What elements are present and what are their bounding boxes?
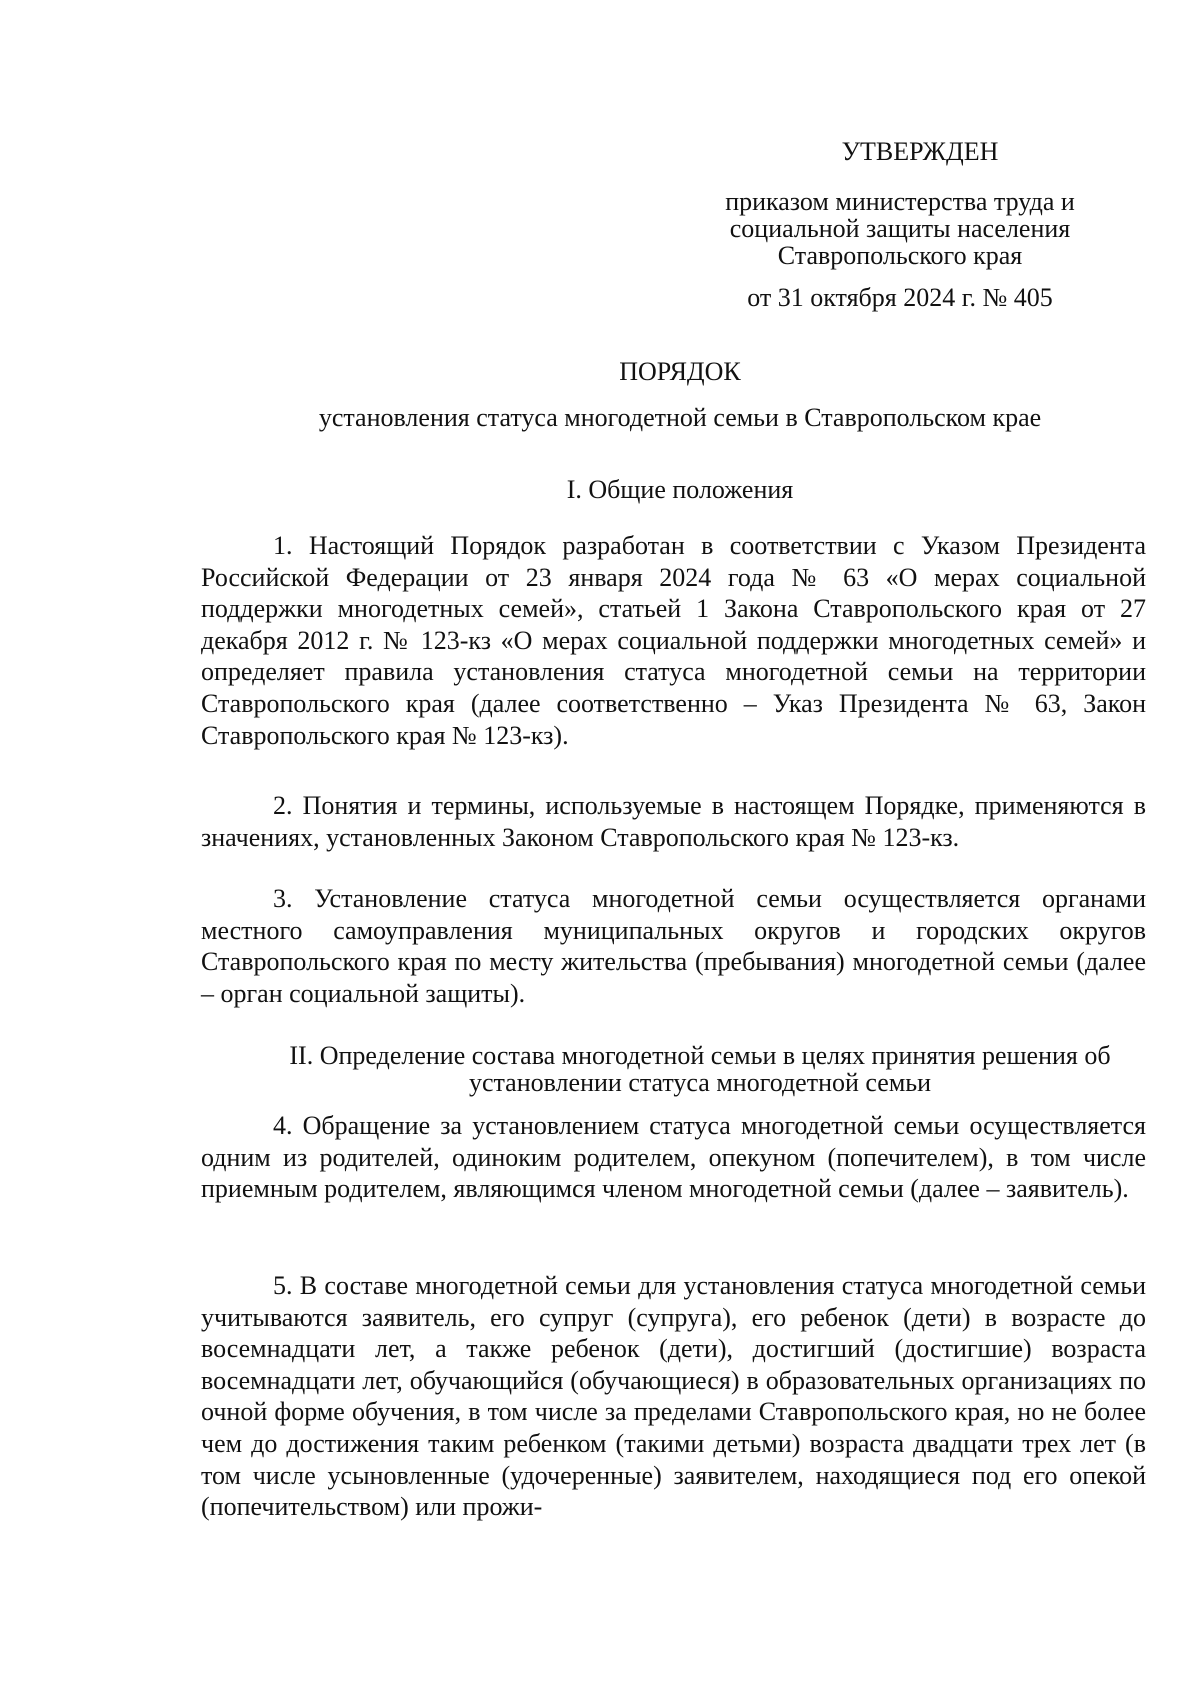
section-heading-family-composition: II. Определение состава многодетной семьи в целях принятия решения об установлении статуса многодетной семьи bbox=[289, 1041, 1111, 1097]
approval-title: УТВЕРЖДЕН bbox=[841, 137, 999, 166]
paragraph-1: 1. Настоящий Порядок разработан в соответствии с Указом Президента Российской Федерации от 23 января 2024 года № 63 «О мерах социальной поддержки многодетных семей», статьей 1 Закона Ставропольского края от 27 декабря 2012 г. № 123-кз «О мерах социальной поддержки многодетных семей» и определяет правила установления статуса многодетной семьи на территории Ставропольского края (далее соответственно – Указ Президента № 63, Закон Ставропольского края № 123-кз). bbox=[201, 531, 1146, 750]
approval-date: от 31 октября 2024 г. № 405 bbox=[747, 283, 1053, 312]
paragraph-4: 4. Обращение за установлением статуса многодетной семьи осуществляется одним из родителей, одиноким родителем, опекуном (попечителем), в том числе приемным родителем, являющимся членом многодетной семьи (далее – заявитель). bbox=[201, 1111, 1146, 1204]
section-heading-general: I. Общие положения bbox=[566, 475, 794, 504]
document-subtitle: установления статуса многодетной семьи в Ставропольском крае bbox=[318, 403, 1042, 432]
paragraph-3: 3. Установление статуса многодетной семьи осуществляется органами местного самоуправления муниципальных округов и городских округов Ставропольского края по месту жительства (пребывания) многодетной семьи (далее – орган социальной защиты). bbox=[201, 884, 1146, 1008]
document-title: ПОРЯДОК bbox=[619, 357, 741, 386]
paragraph-5: 5. В составе многодетной семьи для установления статуса многодетной семьи учитываются заявитель, его супруг (супруга), его ребенок (дети) в возрасте до восемнадцати лет, а также ребенок (дети), достигший (достигшие) возраста восемнадцати лет, обучающийся (обучающиеся) в образовательных организациях по очной форме обучения, в том числе за пределами Ставропольского края, но не более чем до достижения таким ребенком (такими детьми) возраста двадцати трех лет (в том числе усыновленные (удочеренные) заявителем, находящиеся под его опекой (попечительством) или прожи- bbox=[201, 1271, 1146, 1522]
approval-order-text: приказом министерства труда и социальной защиты населения Ставропольского края bbox=[725, 187, 1075, 270]
paragraph-2: 2. Понятия и термины, используемые в настоящем Порядке, применяются в значениях, установленных Законом Ставропольского края № 123-кз. bbox=[201, 791, 1146, 852]
